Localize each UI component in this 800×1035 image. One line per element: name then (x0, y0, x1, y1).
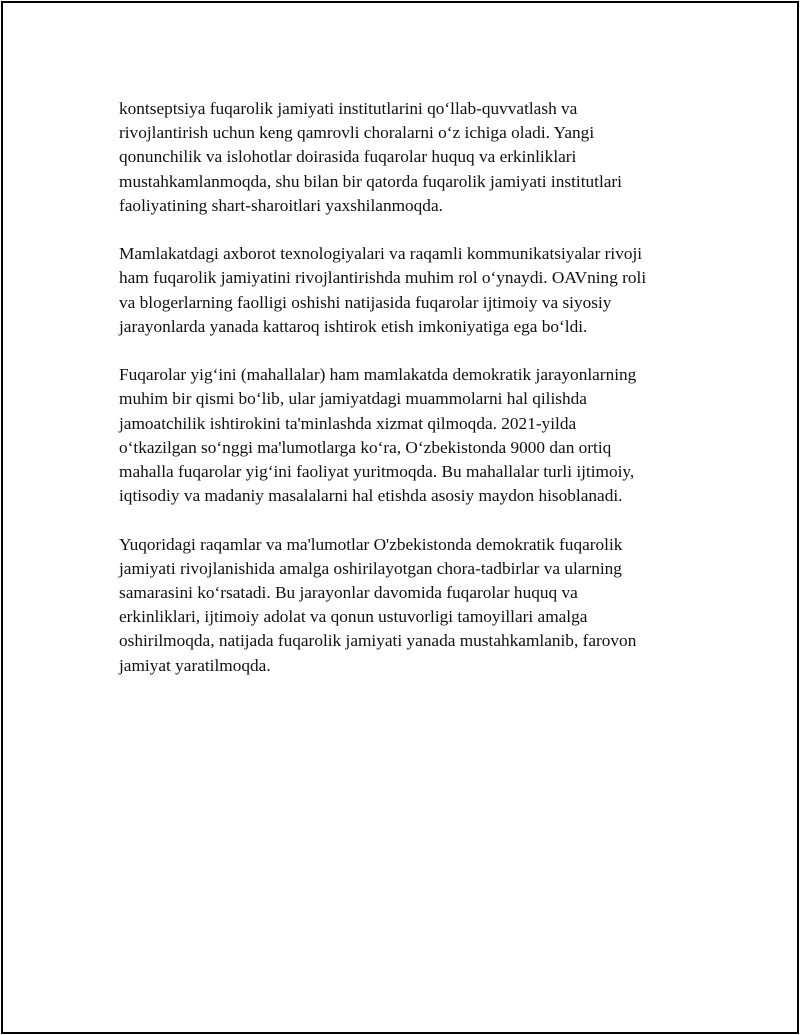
text-line: Mamlakatdagi axborot texnologiyalari va raqamli kommunikatsiyalar rivoji (119, 244, 643, 264)
document-page (1, 1, 799, 1034)
text-line: jamiyat yaratilmoqda. (119, 655, 271, 675)
text-line: muhim bir qismi bo‘lib, ular jamiyatdagi muammolarni hal qilishda (119, 389, 587, 409)
text-line: jamoatchilik ishtirokini ta'minlashda xizmat qilmoqda. 2021-yilda (119, 413, 577, 433)
text-line: o‘tkazilgan so‘nggi ma'lumotlarga ko‘ra, O‘zbekistonda 9000 dan ortiq (119, 437, 612, 457)
text-line: iqtisodiy va madaniy masalalarni hal etishda asosiy maydon hisoblanadi. (119, 486, 623, 506)
document-body (119, 97, 694, 702)
paragraph-2 (119, 242, 694, 339)
paragraph-1 (119, 97, 694, 218)
text-line: mahalla fuqarolar yig‘ini faoliyat yuritmoqda. Bu mahallalar turli ijtimoiy, (119, 462, 635, 482)
text-line: kontseptsiya fuqarolik jamiyati institutlarini qo‘llab-quvvatlash va (119, 99, 578, 118)
text-line: Yuqoridagi raqamlar va ma'lumotlar O'zbekistonda demokratik fuqarolik (119, 534, 623, 554)
text-line: faoliyatining shart-sharoitlari yaxshilanmoqda. (119, 195, 443, 215)
paragraph-4 (119, 533, 694, 678)
text-line: va blogerlarning faolligi oshishi natijasida fuqarolar ijtimoiy va siyosiy (119, 292, 612, 312)
text-line: oshirilmoqda, natijada fuqarolik jamiyati yanada mustahkamlanib, farovon (119, 631, 637, 651)
text-line: mustahkamlanmoqda, shu bilan bir qatorda fuqarolik jamiyati institutlari (119, 171, 622, 191)
text-line: Fuqarolar yig‘ini (mahallalar) ham mamlakatda demokratik jarayonlarning (119, 365, 637, 385)
text-line: rivojlantirish uchun keng qamrovli choralarni o‘z ichiga oladi. Yangi (119, 123, 595, 143)
paragraph-3 (119, 363, 694, 508)
text-line: erkinliklari, ijtimoiy adolat va qonun ustuvorligi tamoyillari amalga (119, 607, 588, 627)
text-line: qonunchilik va islohotlar doirasida fuqarolar huquq va erkinliklari (119, 147, 577, 167)
text-line: jamiyati rivojlanishida amalga oshirilayotgan chora-tadbirlar va ularning (119, 558, 622, 578)
text-line: jarayonlarda yanada kattaroq ishtirok etish imkoniyatiga ega bo‘ldi. (119, 316, 588, 336)
text-line: ham fuqarolik jamiyatini rivojlantirishda muhim rol o‘ynaydi. OAVning roli (119, 268, 647, 288)
text-line: samarasini ko‘rsatadi. Bu jarayonlar davomida fuqarolar huquq va (119, 583, 578, 603)
